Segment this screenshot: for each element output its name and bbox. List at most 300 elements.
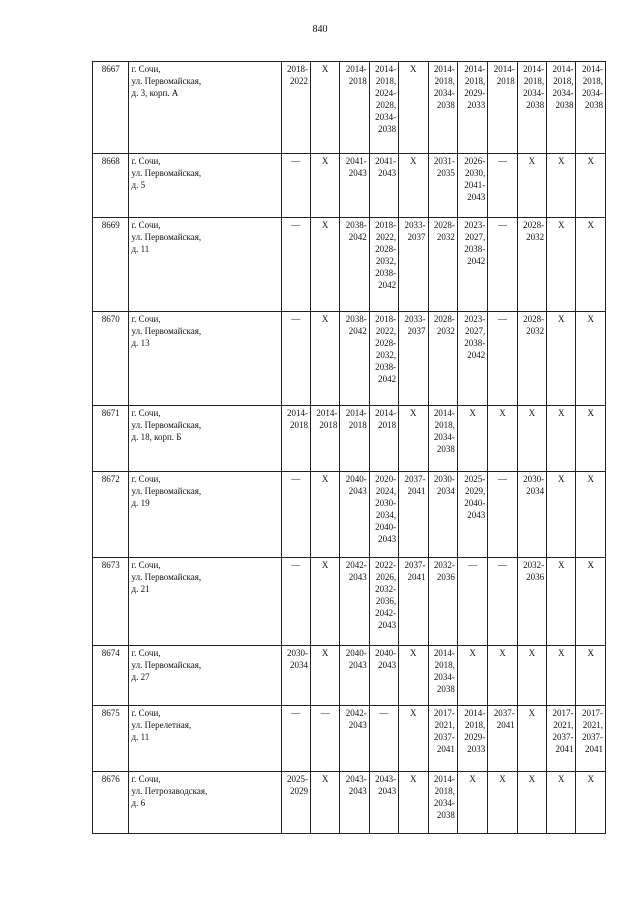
period-line: 2014- [464, 64, 486, 74]
address-line: д. 11 [131, 244, 150, 254]
period-line: 2020- [375, 474, 397, 484]
period-line: 2018 [378, 420, 397, 430]
period-line: X [558, 774, 565, 784]
period-cell [457, 154, 487, 218]
period-line: 2018, [582, 76, 603, 86]
period-line: X [321, 220, 329, 230]
period-line: 2032- [433, 560, 455, 570]
period-cell [428, 312, 457, 406]
period-cell [340, 558, 369, 646]
period-line: 2038 [555, 100, 574, 110]
period-line: 2018, [465, 76, 486, 86]
period-line: 2014- [464, 708, 486, 718]
period-cell [576, 646, 606, 706]
address-line: г. Сочи, [131, 220, 161, 230]
period-line: 2037- [404, 560, 426, 570]
period-line: 2029, [465, 486, 486, 496]
period-line: 2026- [464, 156, 486, 166]
period-line: 2024, [375, 486, 397, 496]
period-line: X [558, 220, 565, 230]
period-cell [547, 154, 576, 218]
period-cell [399, 772, 428, 834]
period-line: X [558, 474, 565, 484]
period-line: 2042 [348, 232, 367, 242]
period-cell [457, 218, 487, 312]
period-line: X [558, 648, 565, 658]
period-line: 2034- [552, 88, 574, 98]
address-cell [129, 706, 281, 772]
period-line: 2029- [464, 88, 486, 98]
period-line: X [410, 708, 417, 718]
period-line: 2038 [526, 100, 545, 110]
period-line: 2018, [434, 420, 455, 430]
period-line: 2021, [582, 720, 603, 730]
table-row [93, 62, 606, 154]
period-cell [488, 706, 517, 772]
period-cell [281, 646, 310, 706]
period-line: 2033- [404, 220, 426, 230]
address-line: г. Сочи, [131, 648, 161, 658]
period-line: 2030- [286, 648, 308, 658]
table-row [93, 706, 606, 772]
period-line: — [291, 560, 301, 570]
period-line: 2036, [375, 596, 397, 606]
period-line: X [321, 774, 329, 784]
period-line: 2025- [286, 774, 308, 784]
period-line: 2041- [375, 156, 397, 166]
period-line: 2032 [526, 232, 545, 242]
row-number-cell: 8673 [93, 558, 129, 646]
period-cell [547, 312, 576, 406]
period-cell [517, 772, 546, 834]
period-cell [428, 472, 457, 558]
period-line: 2032- [523, 560, 545, 570]
period-cell [547, 772, 576, 834]
period-cell [281, 218, 310, 312]
address-line: ул. Первомайская, [131, 660, 202, 670]
period-line: X [587, 648, 594, 658]
address-cell [129, 646, 281, 706]
address-line: г. Сочи, [131, 474, 161, 484]
period-line: 2026, [375, 572, 397, 582]
period-cell [428, 558, 457, 646]
period-line: 2042 [378, 374, 397, 384]
period-cell [310, 646, 339, 706]
period-line: 2032 [436, 326, 455, 336]
period-line: X [587, 408, 594, 418]
period-cell [340, 406, 369, 472]
period-line: 2018, [434, 76, 455, 86]
period-cell [369, 706, 398, 772]
period-line: 2029 [289, 786, 308, 796]
period-line: 2034- [433, 88, 455, 98]
period-cell [310, 154, 339, 218]
address-cell [129, 558, 281, 646]
period-cell [457, 772, 487, 834]
period-cell [340, 62, 369, 154]
period-line: 2014- [375, 408, 397, 418]
period-line: 2018, [523, 76, 545, 86]
period-line: 2041 [585, 744, 603, 754]
period-line: 2042- [345, 560, 367, 570]
address-line: г. Сочи, [131, 560, 161, 570]
period-line: 2041- [345, 156, 367, 166]
period-cell [517, 406, 546, 472]
period-cell [547, 62, 576, 154]
period-cell [281, 62, 310, 154]
period-line: 2028- [375, 244, 397, 254]
period-line: 2032, [375, 350, 397, 360]
row-number-cell: 8675 [93, 706, 129, 772]
period-line: 2034, [375, 510, 397, 520]
period-line: 2018- [286, 64, 308, 74]
period-line: 2041 [496, 720, 515, 730]
period-cell [310, 218, 339, 312]
period-line: 2014- [316, 408, 338, 418]
period-cell [517, 472, 546, 558]
row-number-cell: 8667 [93, 62, 129, 154]
period-line: 2032, [375, 256, 397, 266]
period-line: 2038- [345, 314, 367, 324]
period-line: 2018, [465, 720, 486, 730]
period-line: 2022- [375, 560, 397, 570]
row-number-cell: 8676 [93, 772, 129, 834]
period-line: 2014- [552, 64, 574, 74]
period-line: 2028- [523, 314, 545, 324]
period-line: 2037- [404, 474, 426, 484]
period-line: 2040- [375, 522, 397, 532]
period-cell [488, 558, 517, 646]
period-line: — [320, 708, 330, 718]
period-line: 2034- [433, 672, 455, 682]
period-cell [428, 706, 457, 772]
period-line: X [558, 156, 565, 166]
address-cell [129, 312, 281, 406]
period-line: 2029- [464, 732, 486, 742]
period-cell [576, 218, 606, 312]
period-line: 2034- [433, 432, 455, 442]
period-line: 2043 [348, 572, 367, 582]
period-line: 2014- [493, 64, 515, 74]
period-cell [488, 154, 517, 218]
period-line: 2018 [496, 76, 515, 86]
period-line: 2018 [348, 420, 367, 430]
period-cell [488, 312, 517, 406]
address-line: д. 5 [131, 180, 146, 190]
period-line: X [587, 314, 594, 324]
period-cell [369, 312, 398, 406]
period-cell [369, 772, 398, 834]
period-line: X [321, 648, 329, 658]
period-line: X [321, 314, 329, 324]
period-line: 2014- [375, 64, 397, 74]
period-line: 2018, [434, 786, 455, 796]
period-line: 2041 [436, 744, 455, 754]
period-cell [310, 312, 339, 406]
period-line: 2014- [433, 64, 455, 74]
table-row [93, 312, 606, 406]
period-line: 2038- [345, 220, 367, 230]
address-line: д. 6 [131, 798, 146, 808]
address-line: ул. Петрозаводская, [131, 786, 208, 796]
period-cell [428, 646, 457, 706]
period-cell [576, 62, 606, 154]
period-cell [517, 218, 546, 312]
period-cell [310, 472, 339, 558]
period-line: — [291, 474, 301, 484]
period-cell [281, 154, 310, 218]
period-cell [517, 312, 546, 406]
period-cell [369, 218, 398, 312]
period-cell [310, 706, 339, 772]
period-line: X [410, 648, 417, 658]
period-line: 2027, [465, 232, 486, 242]
period-line: 2043 [378, 168, 397, 178]
period-line: 2034- [523, 88, 545, 98]
period-line: X [321, 560, 329, 570]
period-line: 2043 [378, 786, 397, 796]
page-number: 840 [312, 24, 328, 35]
period-line: X [558, 408, 565, 418]
address-line: ул. Первомайская, [131, 168, 202, 178]
period-cell [399, 646, 428, 706]
table-row [93, 218, 606, 312]
period-line: X [558, 314, 565, 324]
period-line: 2041 [555, 744, 574, 754]
period-line: X [321, 474, 329, 484]
address-line: ул. Первомайская, [131, 326, 202, 336]
period-line: 2043 [348, 786, 367, 796]
period-cell [310, 406, 339, 472]
period-cell [517, 558, 546, 646]
period-line: 2021, [434, 720, 455, 730]
period-cell [340, 646, 369, 706]
period-line: 2042 [348, 326, 367, 336]
period-line: 2037 [407, 326, 426, 336]
period-line: 2041 [407, 572, 426, 582]
period-line: 2042- [345, 708, 367, 718]
period-cell [281, 706, 310, 772]
period-cell [369, 154, 398, 218]
period-line: 2014- [582, 64, 603, 74]
period-line: 2018 [319, 420, 338, 430]
period-line: 2040- [464, 498, 486, 508]
period-line: 2038 [585, 100, 603, 110]
period-line: 2036 [436, 572, 455, 582]
period-line: 2014- [345, 64, 367, 74]
period-line: 2014- [433, 408, 455, 418]
period-line: X [410, 408, 417, 418]
period-line: 2038 [436, 684, 455, 694]
period-cell [340, 772, 369, 834]
period-line: 2018 [289, 420, 308, 430]
period-cell [547, 706, 576, 772]
period-line: X [528, 774, 536, 784]
period-line: 2014- [286, 408, 308, 418]
period-line: 2032 [436, 232, 455, 242]
period-line: 2030- [375, 498, 397, 508]
period-line: 2034- [582, 88, 603, 98]
address-line: ул. Первомайская, [131, 76, 202, 86]
period-line: 2043 [467, 192, 486, 202]
period-line: — [291, 708, 301, 718]
period-cell [340, 312, 369, 406]
period-line: 2017- [582, 708, 603, 718]
period-line: 2038- [464, 338, 486, 348]
address-line: д. 18, корп. Б [131, 432, 182, 442]
period-line: — [497, 220, 507, 230]
period-line: 2034 [436, 486, 455, 496]
period-line: 2043 [348, 168, 367, 178]
period-cell [576, 472, 606, 558]
address-line: д. 3, корп. А [131, 88, 179, 98]
period-cell [310, 62, 339, 154]
period-cell [369, 62, 398, 154]
period-line: 2042 [467, 256, 486, 266]
address-line: г. Сочи, [131, 408, 161, 418]
period-line: X [410, 156, 417, 166]
table-body [93, 62, 606, 834]
period-line: 2021, [553, 720, 574, 730]
period-cell [576, 406, 606, 472]
period-cell [457, 646, 487, 706]
period-cell [576, 558, 606, 646]
period-cell [547, 472, 576, 558]
period-cell [547, 406, 576, 472]
period-line: 2033 [467, 100, 486, 110]
address-line: ул. Первомайская, [131, 232, 202, 242]
address-line: г. Сочи, [131, 156, 161, 166]
period-cell [457, 312, 487, 406]
period-line: X [558, 560, 565, 570]
period-cell [340, 472, 369, 558]
table-row [93, 406, 606, 472]
period-cell [488, 472, 517, 558]
period-line: 2037- [582, 732, 603, 742]
period-cell [517, 154, 546, 218]
period-line: 2034- [375, 112, 397, 122]
period-line: 2018, [375, 76, 397, 86]
period-cell [281, 312, 310, 406]
period-line: 2043- [375, 774, 397, 784]
period-cell [399, 472, 428, 558]
period-line: 2032- [375, 584, 397, 594]
period-cell [576, 312, 606, 406]
table-row [93, 646, 606, 706]
period-line: X [587, 560, 594, 570]
period-line: 2035 [436, 168, 455, 178]
period-cell [428, 154, 457, 218]
period-line: 2030- [523, 474, 545, 484]
period-line: 2014- [523, 64, 545, 74]
address-cell [129, 406, 281, 472]
row-number-cell: 8669 [93, 218, 129, 312]
period-cell [547, 646, 576, 706]
table-row [93, 154, 606, 218]
period-line: 2043 [348, 486, 367, 496]
period-line: 2014- [433, 774, 455, 784]
period-line: 2023- [464, 314, 486, 324]
period-line: 2028- [433, 314, 455, 324]
address-line: д. 11 [131, 732, 150, 742]
period-cell [488, 218, 517, 312]
period-line: 2043 [348, 720, 367, 730]
period-line: 2034 [289, 660, 308, 670]
period-line: 2028- [433, 220, 455, 230]
period-cell [428, 218, 457, 312]
period-cell [310, 772, 339, 834]
period-line: 2040- [345, 648, 367, 658]
period-line: X [528, 408, 536, 418]
address-line: ул. Перелетная, [131, 720, 192, 730]
period-line: 2041 [407, 486, 426, 496]
address-cell [129, 218, 281, 312]
period-line: 2040- [345, 474, 367, 484]
address-line: г. Сочи, [131, 774, 161, 784]
period-cell [488, 646, 517, 706]
period-cell [576, 706, 606, 772]
period-line: 2043 [378, 534, 397, 544]
address-line: д. 27 [131, 672, 150, 682]
row-number-cell: 8672 [93, 472, 129, 558]
period-cell [281, 406, 310, 472]
period-line: 2022 [289, 76, 308, 86]
period-line: 2028- [523, 220, 545, 230]
period-line: X [587, 156, 594, 166]
period-cell [399, 218, 428, 312]
period-line: X [469, 774, 476, 784]
period-cell [517, 646, 546, 706]
period-line: 2014- [433, 648, 455, 658]
period-cell [457, 706, 487, 772]
period-line: 2023- [464, 220, 486, 230]
address-cell [129, 62, 281, 154]
period-line: 2028, [375, 100, 397, 110]
address-line: г. Сочи, [131, 314, 161, 324]
period-line: 2037- [552, 732, 574, 742]
period-line: — [379, 708, 389, 718]
period-line: X [499, 774, 506, 784]
period-cell [399, 154, 428, 218]
period-line: 2038 [436, 444, 455, 454]
period-cell [428, 772, 457, 834]
period-line: X [321, 156, 329, 166]
registry-table [92, 61, 606, 834]
period-line: 2014- [345, 408, 367, 418]
table-row [93, 472, 606, 558]
period-cell [340, 706, 369, 772]
address-line: д. 21 [131, 584, 150, 594]
period-line: 2018, [434, 660, 455, 670]
address-line: ул. Первомайская, [131, 486, 202, 496]
period-cell [281, 472, 310, 558]
period-line: X [587, 220, 594, 230]
period-line: 2032 [526, 326, 545, 336]
period-line: — [497, 156, 507, 166]
period-cell [369, 558, 398, 646]
period-line: 2017- [433, 708, 455, 718]
period-line: X [528, 648, 536, 658]
address-cell [129, 772, 281, 834]
period-line: 2043 [348, 660, 367, 670]
period-line: — [291, 220, 301, 230]
period-cell [576, 772, 606, 834]
period-line: 2028- [375, 338, 397, 348]
address-cell [129, 472, 281, 558]
period-cell [399, 62, 428, 154]
period-line: X [469, 648, 476, 658]
period-line: 2043 [378, 660, 397, 670]
